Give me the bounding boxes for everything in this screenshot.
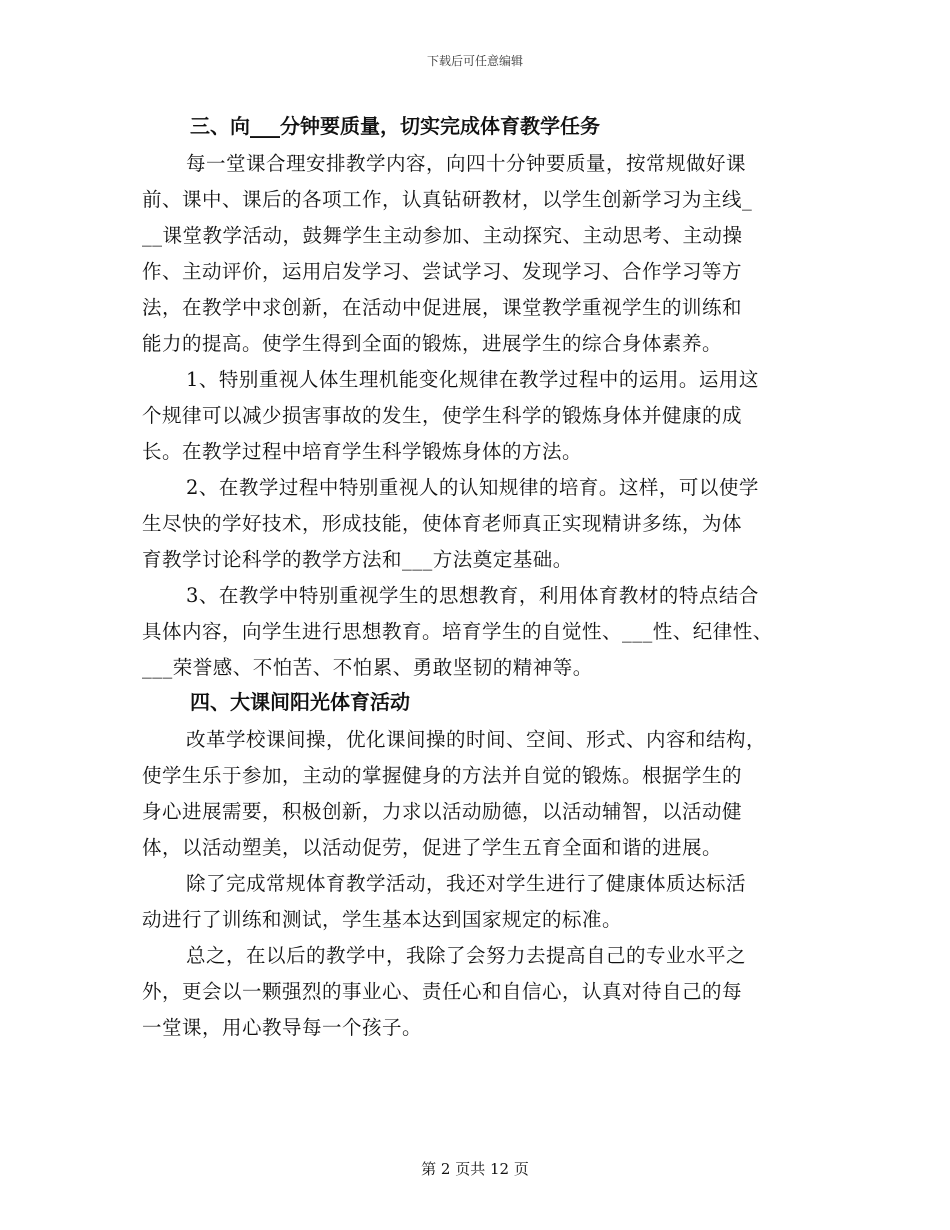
paragraph-line: 个规律可以减少损害事故的发生，使学生科学的锻炼身体并健康的成 [142, 404, 743, 427]
paragraph [142, 866, 810, 938]
paragraph-line: 外，更会以一颗强烈的事业心、责任心和自信心，认真对待自己的每 [142, 980, 743, 1003]
paragraph-line: ___荣誉感、不怕苦、不怕累、勇敢坚韧的精神等。 [142, 656, 593, 679]
paragraph-line: 体，以活动塑美，以活动促劳，促进了学生五育全面和谐的进展。 [142, 836, 723, 859]
paragraph-line: 总之，在以后的教学中，我除了会努力去提高自己的专业水平之 [186, 944, 747, 967]
section-heading: 三、向___分钟要质量，切实完成体育教学任务 [190, 114, 600, 138]
paragraph-line: 能力的提高。使学生得到全面的锻炼，进展学生的综合身体素养。 [142, 332, 723, 355]
paragraph [142, 938, 810, 1046]
paragraph-line: 改革学校课间操，优化课间操的时间、空间、形式、内容和结构， [186, 728, 767, 751]
paragraph [142, 470, 810, 578]
paragraph-line: 动进行了训练和测试，学生基本达到国家规定的标准。 [142, 908, 623, 931]
paragraph-line: 生尽快的学好技术，形成技能，使体育老师真正实现精讲多练，为体 [142, 512, 743, 535]
paragraph-line: 除了完成常规体育教学活动，我还对学生进行了健康体质达标活 [186, 872, 747, 895]
paragraph-line: 1、特别重视人体生理机能变化规律在教学过程中的运用。运用这 [186, 368, 759, 391]
paragraph [142, 362, 810, 470]
page-footer: 第 2 页共 12 页 [421, 1160, 529, 1178]
paragraph-line: 作、主动评价，运用启发学习、尝试学习、发现学习、合作学习等方 [142, 260, 743, 283]
paragraph [142, 722, 810, 866]
section-heading: 四、大课间阳光体育活动 [190, 690, 410, 714]
paragraph-line: 3、在教学中特别重视学生的思想教育，利用体育教材的特点结合 [186, 584, 759, 607]
page-header: 下载后可任意编辑 [426, 54, 523, 68]
paragraph-line: 一堂课，用心教导每一个孩子。 [142, 1016, 423, 1039]
paragraph-line: 法，在教学中求创新，在活动中促进展，课堂教学重视学生的训练和 [142, 296, 743, 319]
paragraph-line: 身心进展需要，积极创新，力求以活动励德，以活动辅智，以活动健 [142, 800, 743, 823]
paragraph [142, 146, 810, 362]
paragraph [142, 578, 810, 686]
paragraph-line: 具体内容，向学生进行思想教育。培育学生的自觉性、___性、纪律性、 [142, 620, 773, 643]
paragraph-line: __课堂教学活动，鼓舞学生主动参加、主动探究、主动思考、主动操 [142, 224, 743, 247]
document-body [142, 110, 810, 1046]
paragraph-line: 前、课中、课后的各项工作，认真钻研教材，以学生创新学习为主线_ [142, 188, 753, 211]
paragraph-line: 2、在教学过程中特别重视人的认知规律的培育。这样，可以使学 [186, 476, 759, 499]
paragraph-line: 每一堂课合理安排教学内容，向四十分钟要质量，按常规做好课 [186, 152, 747, 175]
paragraph-line: 育教学讨论科学的教学方法和___方法奠定基础。 [142, 548, 573, 571]
paragraph-line: 长。在教学过程中培育学生科学锻炼身体的方法。 [142, 440, 583, 463]
paragraph-line: 使学生乐于参加，主动的掌握健身的方法并自觉的锻炼。根据学生的 [142, 764, 743, 787]
